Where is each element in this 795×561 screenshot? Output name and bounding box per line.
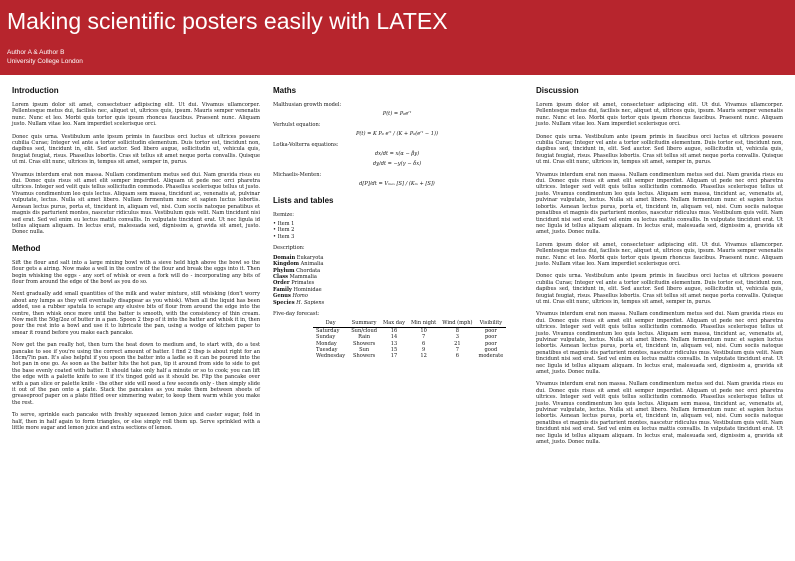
table-cell: Rain bbox=[358, 334, 371, 341]
description-term: Kingdom bbox=[273, 261, 299, 268]
table-cell: 7 bbox=[421, 334, 426, 341]
table-cell: Showers bbox=[352, 340, 376, 347]
michaelis-menten-equation: d[P]/dt = Vₘₐₓ [S] / (Kₘ + [S]) bbox=[359, 181, 435, 188]
maths-heading: Maths bbox=[273, 86, 297, 95]
table-cell: 9 bbox=[421, 346, 426, 353]
table-cell: moderate bbox=[478, 353, 504, 360]
discussion-paragraph: Vivamus interdum erat non massa. Nullam condimentum metus sed dui. Nam gravida risus eu dui. Donec quis risus sit amet elit semper imperdiet. Aliquam ut pede nec orci pharetra ultrices. Integer sed velit quis tellus sollicitudin commodo. Phasellus scelerisque tellus ut justo. Vivamus condimentum leo quis lectus. Aliquam sem massa, tincidunt ac, venenatis at, pulvinar vulputate, lectus. Nulla sit amet libero. Nullam fermentum nunc et sapien luctus lobortis. Aenean lectus purus, porta et, tincidunt in, aliquam vel, nisi. Cum sociis natoque penatibus et magnis dis parturient montes, nascetur ridiculus mus. Vestibulum quis velit. Nam tincidunt nisi sed erat. Sed vel enim eu lectus mattis convallis. In vulputate tincidunt erat. Ut nec ligula id tellus aliquam aliquam. In lectus erat, malesuada sed, dignissim a, gravida sit amet, justo. Donec nulla. bbox=[536, 381, 783, 446]
table-cell: 17 bbox=[390, 353, 398, 360]
table-cell: poor bbox=[484, 340, 497, 347]
list-item-text: Item 3 bbox=[277, 233, 295, 240]
table-cell: Sun bbox=[359, 346, 370, 353]
description-term: Family bbox=[273, 286, 292, 293]
discussion-paragraph: Vivamus interdum erat non massa. Nullam condimentum metus sed dui. Nam gravida risus eu dui. Donec quis risus sit amet elit semper imperdiet. Aliquam ut pede nec orci pharetra ultrices. Integer sed velit quis tellus sollicitudin commodo. Phasellus scelerisque tellus ut justo. Vivamus condimentum leo quis lectus. Aliquam sem massa, tincidunt ac, venenatis at, pulvinar vulputate, lectus. Nulla sit amet libero. Nullam fermentum nunc et sapien luctus lobortis. Aenean lectus purus, porta et, tincidunt in, aliquam vel, nisi. Cum sociis natoque penatibus et magnis dis parturient montes, nascetur ridiculus mus. Vestibulum quis velit. Nam tincidunt nisi sed erat. Sed vel enim eu lectus mattis convallis. In vulputate tincidunt erat. Ut nec ligula id tellus aliquam aliquam. In lectus erat, malesuada sed, dignissim a, gravida sit amet, justo. Donec nulla. bbox=[536, 171, 783, 236]
table-cell: 10 bbox=[420, 327, 427, 334]
lists-tables-heading: Lists and tables bbox=[273, 195, 334, 205]
introduction-heading: Introduction bbox=[12, 86, 59, 95]
lotka-volterra-equation-1: dx/dt = x(α − βy) bbox=[374, 151, 420, 158]
table-cell: 13 bbox=[390, 340, 398, 347]
table-header-cell: Min night bbox=[408, 320, 439, 327]
description-item bbox=[273, 300, 521, 306]
method-paragraph: Sift the flour and salt into a large mixing bowl with a sieve held high above the bowl so the flour gets a airing. Now make a well in the centre of the flour and break the eggs into it. Then begin whisking the eggs - any sort of whisk or even a fork will do - incorporating any bits of flour from around the edge of the bowl as you do so. bbox=[12, 259, 260, 285]
table-cell: good bbox=[484, 346, 498, 353]
description-label: Description: bbox=[273, 245, 305, 252]
poster-authors-block bbox=[7, 48, 83, 66]
method-paragraph: To serve, sprinkle each pancake with freshly squeezed lemon juice and caster sugar, fold in half, then in half again to form triangles, or else simply roll them up. Serve sprinkled with a little more sugar and lemon juice and extra sections of lemon. bbox=[12, 412, 260, 432]
description-term: Order bbox=[273, 280, 290, 287]
description-text: Chordata bbox=[296, 267, 321, 274]
method-paragraph: Now get the pan really hot, then turn the heat down to medium and, to start with, do a test pancake to see if you're using the correct amount of batter. I find 2 tbsp is about right for an 18cm/7in pan. It's also helpful if you spoon the batter into a ladle so it can be poured into the hot pan in one go. As soon as the batter hits the hot pan, tip it around from side to side to get the base evenly coated with batter. It should take only half a minute or so to cook; you can lift the edge with a palette knife to see if it's tinged gold as it should be. Flip the pancake over with a pan slice or palette knife - the other side will need a few seconds only - then simply slide it out of the pan onto a plate. Stack the pancakes as you make them between sheets of greaseproof paper on a plate fitted over simmering water, to keep them warm while you make the rest. bbox=[12, 342, 260, 406]
affiliation: University College London bbox=[7, 58, 83, 65]
table-row bbox=[313, 327, 506, 334]
forecast-label: Five-day forecast: bbox=[273, 310, 320, 317]
table-cell: poor bbox=[484, 334, 497, 341]
poster-header bbox=[0, 0, 795, 75]
table-cell: Saturday bbox=[316, 327, 340, 334]
itemize-list bbox=[273, 221, 521, 240]
list-item-text: Item 2 bbox=[277, 227, 295, 234]
table-cell: 14 bbox=[390, 334, 398, 341]
intro-paragraph: Lorem ipsum dolor sit amet, consectetuer adipiscing elit. Ut dui. Vivamus ullamcorper. Pellentesque metus dui, facilisis nec, aliquet ut, ultrices quis, ipsum. Mauris semper venenatis nunc. Nunc et leo. Morbi quis tortor quis ipsum rhoncus faucibus. Praesent nunc. Aliquam justo. Nullam vitae leo. Nam imperdiet scelerisque orci. bbox=[12, 102, 260, 128]
method-paragraph: Next gradually add small quantities of the milk and water mixture, still whisking (don't worry about any lumps as they will eventually disappear as you whisk). When all the liquid has been added, use a rubber spatula to scrape any elusive bits of flour from around the edge into the centre, then whisk once more until the batter is smooth, with the consistency of thin cream. Now melt the 50g/2oz of butter in a pan. Spoon 2 tbsp of it into the batter and whisk it in, then pour the rest into a bowl and use it to lubricate the pan, using a wodge of kitchen paper to smear it round before you make each pancake. bbox=[12, 291, 260, 336]
table-header-cell: Visibility bbox=[476, 320, 507, 327]
table-cell: 21 bbox=[454, 340, 461, 347]
method-heading: Method bbox=[12, 243, 41, 253]
table-cell: 6 bbox=[455, 353, 459, 360]
table-cell: 7 bbox=[455, 346, 459, 353]
discussion-paragraph: Lorem ipsum dolor sit amet, consectetuer adipiscing elit. Ut dui. Vivamus ullamcorper. Pellentesque metus dui, facilisis nec, aliquet ut, ultrices quis, ipsum. Mauris semper venenatis nunc. Nunc et leo. Morbi quis tortor quis ipsum rhoncus faucibus. Praesent nunc. Aliquam justo. Nullam vitae leo. Nam imperdiet scelerisque orci. bbox=[536, 102, 783, 128]
table-cell: 12 bbox=[420, 353, 427, 360]
lotka-volterra-label: Lotka-Volterra equations: bbox=[273, 141, 339, 148]
table-cell: 8 bbox=[455, 327, 459, 334]
column-right bbox=[536, 86, 783, 452]
discussion-heading: Discussion bbox=[536, 86, 579, 95]
table-header-cell: Max day bbox=[380, 320, 408, 327]
table-cell: Sun/cloud bbox=[351, 327, 378, 334]
malthus-equation: P(t) = P₀eʳᵗ bbox=[382, 111, 412, 118]
forecast-table bbox=[313, 320, 506, 359]
table-header-cell: Day bbox=[313, 320, 348, 327]
table-cell: Monday bbox=[316, 340, 337, 347]
description-text: Primates bbox=[291, 280, 315, 287]
table-cell: Showers bbox=[352, 353, 376, 360]
poster-title: Making scientific posters easily with LATEX bbox=[7, 8, 448, 34]
description-list bbox=[273, 255, 521, 306]
list-item: • Item 2 bbox=[273, 227, 295, 234]
description-term: Species bbox=[273, 299, 295, 306]
description-term: Genus bbox=[273, 293, 291, 300]
description-text: Homo bbox=[292, 293, 308, 300]
intro-paragraph: Donec quis urna. Vestibulum ante ipsum primis in faucibus orci luctus et ultrices posuere cubilia Curae; Integer vel ante a tortor sollicitudin elementum. Duis tortor est, tincidunt non, dapibus sed, tincidunt in, elit. Sed auctor. Sed libero augue, sollicitudin ut, vehicula quis, feugiat feugiat, risus. Phasellus lobortis. Cras sit tellus sit amet neque porta convallis. Quisque ut mi. Cras elit nunc, ultrices in, tempus sit amet, semper in, purus. bbox=[12, 133, 260, 166]
description-text: Hominidae bbox=[293, 286, 322, 293]
itemize-label: Itemize: bbox=[273, 211, 294, 218]
description-text: Eukaryota bbox=[296, 254, 324, 261]
authors: Author A & Author B bbox=[7, 49, 65, 56]
column-middle bbox=[273, 86, 521, 360]
table-cell: Sunday bbox=[316, 334, 336, 341]
intro-paragraph: Vivamus interdum erat non massa. Nullam condimentum metus sed dui. Nam gravida risus eu dui. Donec quis risus sit amet elit semper imperdiet. Aliquam ut pede nec orci pharetra ultrices. Integer sed velit quis tellus sollicitudin commodo. Phasellus scelerisque tellus ut justo. Vivamus condimentum leo quis lectus. Aliquam sem massa, tincidunt ac, venenatis at, pulvinar vulputate, lectus. Nulla sit amet libero. Nullam fermentum nunc et sapien luctus lobortis. Aenean lectus purus, porta et, tincidunt in, aliquam vel, nisi. Cum sociis natoque penatibus et magnis dis parturient montes, nascetur ridiculus mus. Vestibulum quis velit. Nam tincidunt nisi sed erat. Sed vel enim eu lectus mattis convallis. In vulputate tincidunt erat. Ut nec ligula id tellus aliquam aliquam. In lectus erat, malesuada sed, dignissim a, gravida sit amet, justo. Donec nulla. bbox=[12, 171, 260, 236]
verhulst-label: Verhulst equation: bbox=[273, 121, 321, 128]
table-cell: poor bbox=[484, 327, 497, 334]
description-term: Domain bbox=[273, 254, 296, 261]
table-cell: 15 bbox=[390, 346, 398, 353]
table-cell: Tuesday bbox=[316, 346, 338, 353]
description-text: Animalia bbox=[300, 261, 324, 268]
description-term: Class bbox=[273, 273, 289, 280]
discussion-paragraph: Donec quis urna. Vestibulum ante ipsum primis in faucibus orci luctus et ultrices posuere cubilia Curae; Integer vel ante a tortor sollicitudin elementum. Duis tortor est, tincidunt non, dapibus sed, tincidunt in, elit. Sed auctor. Sed libero augue, sollicitudin ut, vehicula quis, feugiat feugiat, risus. Phasellus lobortis. Cras sit tellus sit amet neque porta convallis. Quisque ut mi. Cras elit nunc, ultrices in, tempus sit amet, semper in, purus. bbox=[536, 273, 783, 305]
table-header-cell: Wind (mph) bbox=[439, 320, 475, 327]
description-text: H. Sapiens bbox=[296, 299, 325, 306]
table-cell: 3 bbox=[455, 334, 459, 341]
table-cell: 6 bbox=[421, 340, 426, 347]
list-item: • Item 3 bbox=[273, 233, 295, 240]
michaelis-menten-label: Michaelis-Menten: bbox=[273, 171, 322, 178]
verhulst-equation: P(t) = K P₀ eʳᵗ / (K + P₀(eʳᵗ − 1)) bbox=[356, 131, 438, 138]
discussion-paragraph: Donec quis urna. Vestibulum ante ipsum primis in faucibus orci luctus et ultrices posuere cubilia Curae; Integer vel ante a tortor sollicitudin elementum. Duis tortor est, tincidunt non, dapibus sed, tincidunt in, elit. Sed auctor. Sed libero augue, sollicitudin ut, vehicula quis, feugiat feugiat, risus. Phasellus lobortis. Cras sit tellus sit amet neque porta convallis. Quisque ut mi. Cras elit nunc, ultrices in, tempus sit amet, semper in, purus. bbox=[536, 133, 783, 166]
discussion-paragraph: Lorem ipsum dolor sit amet, consectetuer adipiscing elit. Ut dui. Vivamus ullamcorper. Pellentesque metus dui, facilisis nec, aliquet ut, ultrices quis, ipsum. Mauris semper venenatis nunc. Nunc et leo. Morbi quis tortor quis ipsum rhoncus faucibus. Praesent nunc. Aliquam justo. Nullam vitae leo. Nam imperdiet scelerisque orci. bbox=[536, 241, 783, 267]
lotka-volterra-equation-2: dy/dt = −y(γ − δx) bbox=[372, 161, 422, 168]
description-text: Mammalia bbox=[289, 273, 317, 280]
list-item: • Item 1 bbox=[273, 221, 295, 228]
table-cell: Wednesday bbox=[316, 353, 346, 360]
list-item-text: Item 1 bbox=[277, 221, 295, 228]
table-header-row bbox=[313, 320, 506, 327]
column-left bbox=[12, 86, 260, 437]
discussion-paragraph: Vivamus interdum erat non massa. Nullam condimentum metus sed dui. Nam gravida risus eu dui. Donec quis risus sit amet elit semper imperdiet. Aliquam ut pede nec orci pharetra ultrices. Integer sed velit quis tellus sollicitudin commodo. Phasellus scelerisque tellus ut justo. Vivamus condimentum leo quis lectus. Aliquam sem massa, tincidunt ac, venenatis at, pulvinar vulputate, lectus. Nulla sit amet libero. Nullam fermentum nunc et sapien luctus lobortis. Aenean lectus purus, porta et, tincidunt in, aliquam vel, nisi. Cum sociis natoque penatibus et magnis dis parturient montes, nascetur ridiculus mus. Vestibulum quis velit. Nam tincidunt nisi sed erat. Sed vel enim eu lectus mattis convallis. In vulputate tincidunt erat. Ut nec ligula id tellus aliquam aliquam. In lectus erat, malesuada sed, dignissim a, gravida sit amet, justo. Donec nulla. bbox=[536, 311, 783, 376]
description-term: Phylum bbox=[273, 267, 295, 274]
table-row bbox=[313, 353, 506, 359]
malthus-label: Malthusian growth model: bbox=[273, 102, 342, 108]
table-header-cell: Summary bbox=[348, 320, 380, 327]
table-cell: 16 bbox=[390, 327, 398, 334]
